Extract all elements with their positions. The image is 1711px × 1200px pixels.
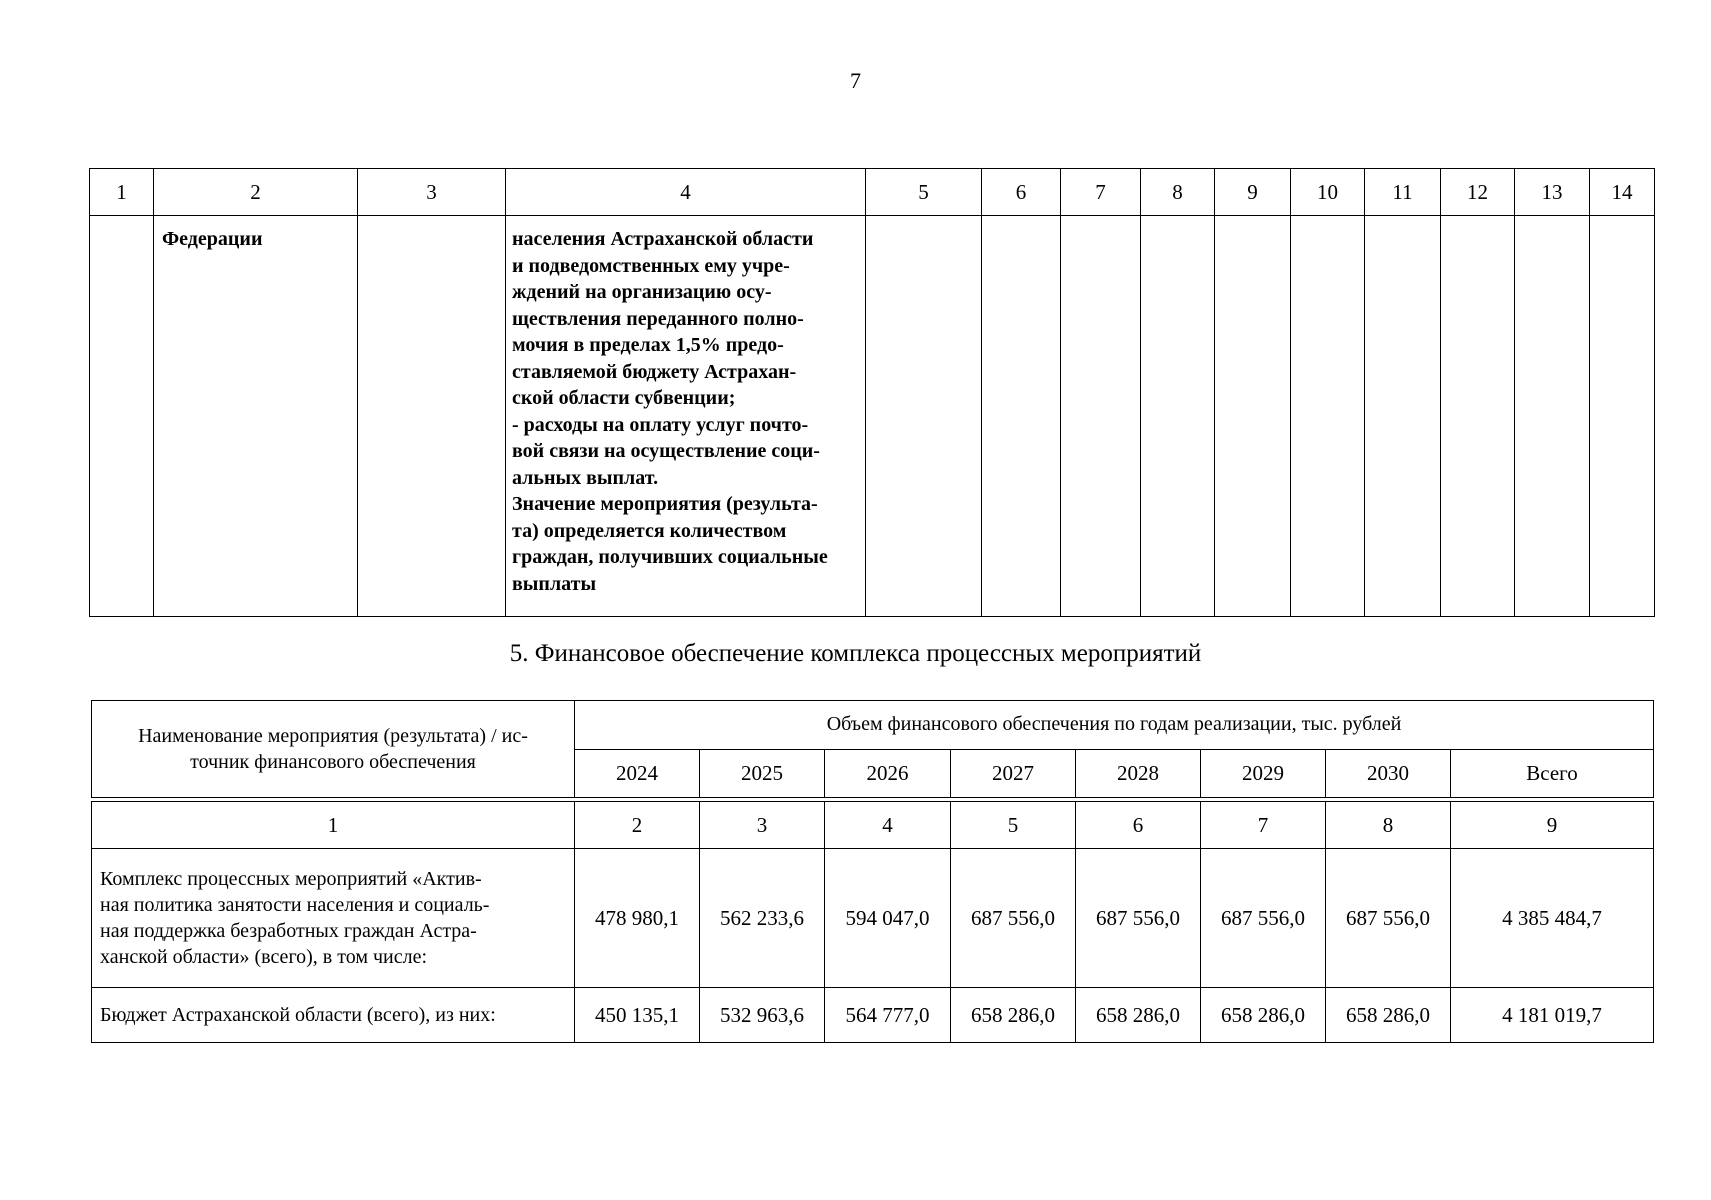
- description-text: населения Астраханской области и подведомственных ему учре- ждений на организацию осу- ществления переданного полно- мочия в пределах 1,5% предо- ставляемой бюджету Астрахан- ской области субвенции; - расходы на оплату услуг почто- вой связи на осуществление соци- альных выплат. Значение мероприятия (результа- та) определяется количеством граждан, получивших социальные выплаты: [512, 228, 828, 595]
- empty-cell: [1141, 216, 1215, 617]
- value-cell: 687 556,0: [1201, 849, 1326, 988]
- index-cell: 4: [825, 802, 951, 849]
- responsible-cell: [154, 216, 358, 617]
- finance-index-row: [92, 802, 1654, 849]
- empty-cell: [1441, 216, 1515, 617]
- year-header: 2026: [825, 749, 951, 798]
- responsible-text: Федерации: [162, 228, 263, 250]
- empty-cell: [982, 216, 1061, 617]
- year-header: 2024: [575, 749, 700, 798]
- value-cell: 564 777,0: [825, 988, 951, 1043]
- index-cell: 5: [951, 802, 1076, 849]
- header-cell: 14: [1590, 169, 1655, 216]
- finance-table: [91, 700, 1654, 1043]
- row-name-text: Комплекс процессных мероприятий «Актив- ная политика занятости населения и социаль- ная поддержка безработных граждан Астра- ханской области» (всего), в том числе:: [100, 868, 490, 968]
- page-number: 7: [850, 68, 861, 93]
- header-cell: 10: [1291, 169, 1365, 216]
- header-cell: 5: [866, 169, 982, 216]
- empty-cell: [1061, 216, 1141, 617]
- index-cell: 7: [1201, 802, 1326, 849]
- finance-header-row: [92, 701, 1654, 750]
- value-cell: 450 135,1: [575, 988, 700, 1043]
- year-header: 2027: [951, 749, 1076, 798]
- table-row: [92, 849, 1654, 988]
- value-cell: 594 047,0: [825, 849, 951, 988]
- header-cell: 12: [1441, 169, 1515, 216]
- empty-cell: [1215, 216, 1291, 617]
- description-cell: [506, 216, 866, 617]
- group-header: Объем финансового обеспечения по годам реализации, тыс. рублей: [575, 701, 1654, 750]
- total-cell: 4 181 019,7: [1451, 988, 1654, 1043]
- header-cell: 11: [1365, 169, 1441, 216]
- year-header: 2029: [1201, 749, 1326, 798]
- index-cell: 8: [1326, 802, 1451, 849]
- section-title: 5. Финансовое обеспечение комплекса процессных мероприятий: [509, 640, 1202, 667]
- value-cell: 532 963,6: [700, 988, 825, 1043]
- name-header: [92, 701, 575, 798]
- total-cell: 4 385 484,7: [1451, 849, 1654, 988]
- empty-cell: [1590, 216, 1655, 617]
- value-cell: 478 980,1: [575, 849, 700, 988]
- index-cell: 6: [1076, 802, 1201, 849]
- index-cell: 1: [92, 802, 575, 849]
- table-row: [92, 988, 1654, 1043]
- empty-cell: [358, 216, 506, 617]
- name-header-text: Наименование мероприятия (результата) / ис- точник финансового обеспечения: [138, 725, 528, 773]
- empty-cell: [1291, 216, 1365, 617]
- year-header: 2025: [700, 749, 825, 798]
- index-cell: 2: [575, 802, 700, 849]
- value-cell: 658 286,0: [1201, 988, 1326, 1043]
- value-cell: 687 556,0: [1076, 849, 1201, 988]
- continuation-table: [89, 168, 1655, 617]
- index-cell: 9: [1451, 802, 1654, 849]
- year-header: 2028: [1076, 749, 1201, 798]
- header-cell: 8: [1141, 169, 1215, 216]
- header-cell: 7: [1061, 169, 1141, 216]
- header-cell: 4: [506, 169, 866, 216]
- continuation-body-row: [90, 216, 1655, 617]
- value-cell: 658 286,0: [1076, 988, 1201, 1043]
- header-cell: 13: [1515, 169, 1590, 216]
- header-cell: 6: [982, 169, 1061, 216]
- value-cell: 562 233,6: [700, 849, 825, 988]
- value-cell: 687 556,0: [951, 849, 1076, 988]
- empty-cell: [866, 216, 982, 617]
- total-header: Всего: [1451, 749, 1654, 798]
- empty-cell: [1515, 216, 1590, 617]
- empty-cell: [1365, 216, 1441, 617]
- value-cell: 658 286,0: [951, 988, 1076, 1043]
- header-cell: 3: [358, 169, 506, 216]
- row-name: [92, 849, 575, 988]
- row-name: Бюджет Астраханской области (всего), из них:: [92, 988, 575, 1043]
- value-cell: 687 556,0: [1326, 849, 1451, 988]
- header-cell: 9: [1215, 169, 1291, 216]
- header-cell: 1: [90, 169, 154, 216]
- year-header: 2030: [1326, 749, 1451, 798]
- value-cell: 658 286,0: [1326, 988, 1451, 1043]
- index-cell: 3: [700, 802, 825, 849]
- continuation-header-row: [90, 169, 1655, 216]
- header-cell: 2: [154, 169, 358, 216]
- empty-cell: [90, 216, 154, 617]
